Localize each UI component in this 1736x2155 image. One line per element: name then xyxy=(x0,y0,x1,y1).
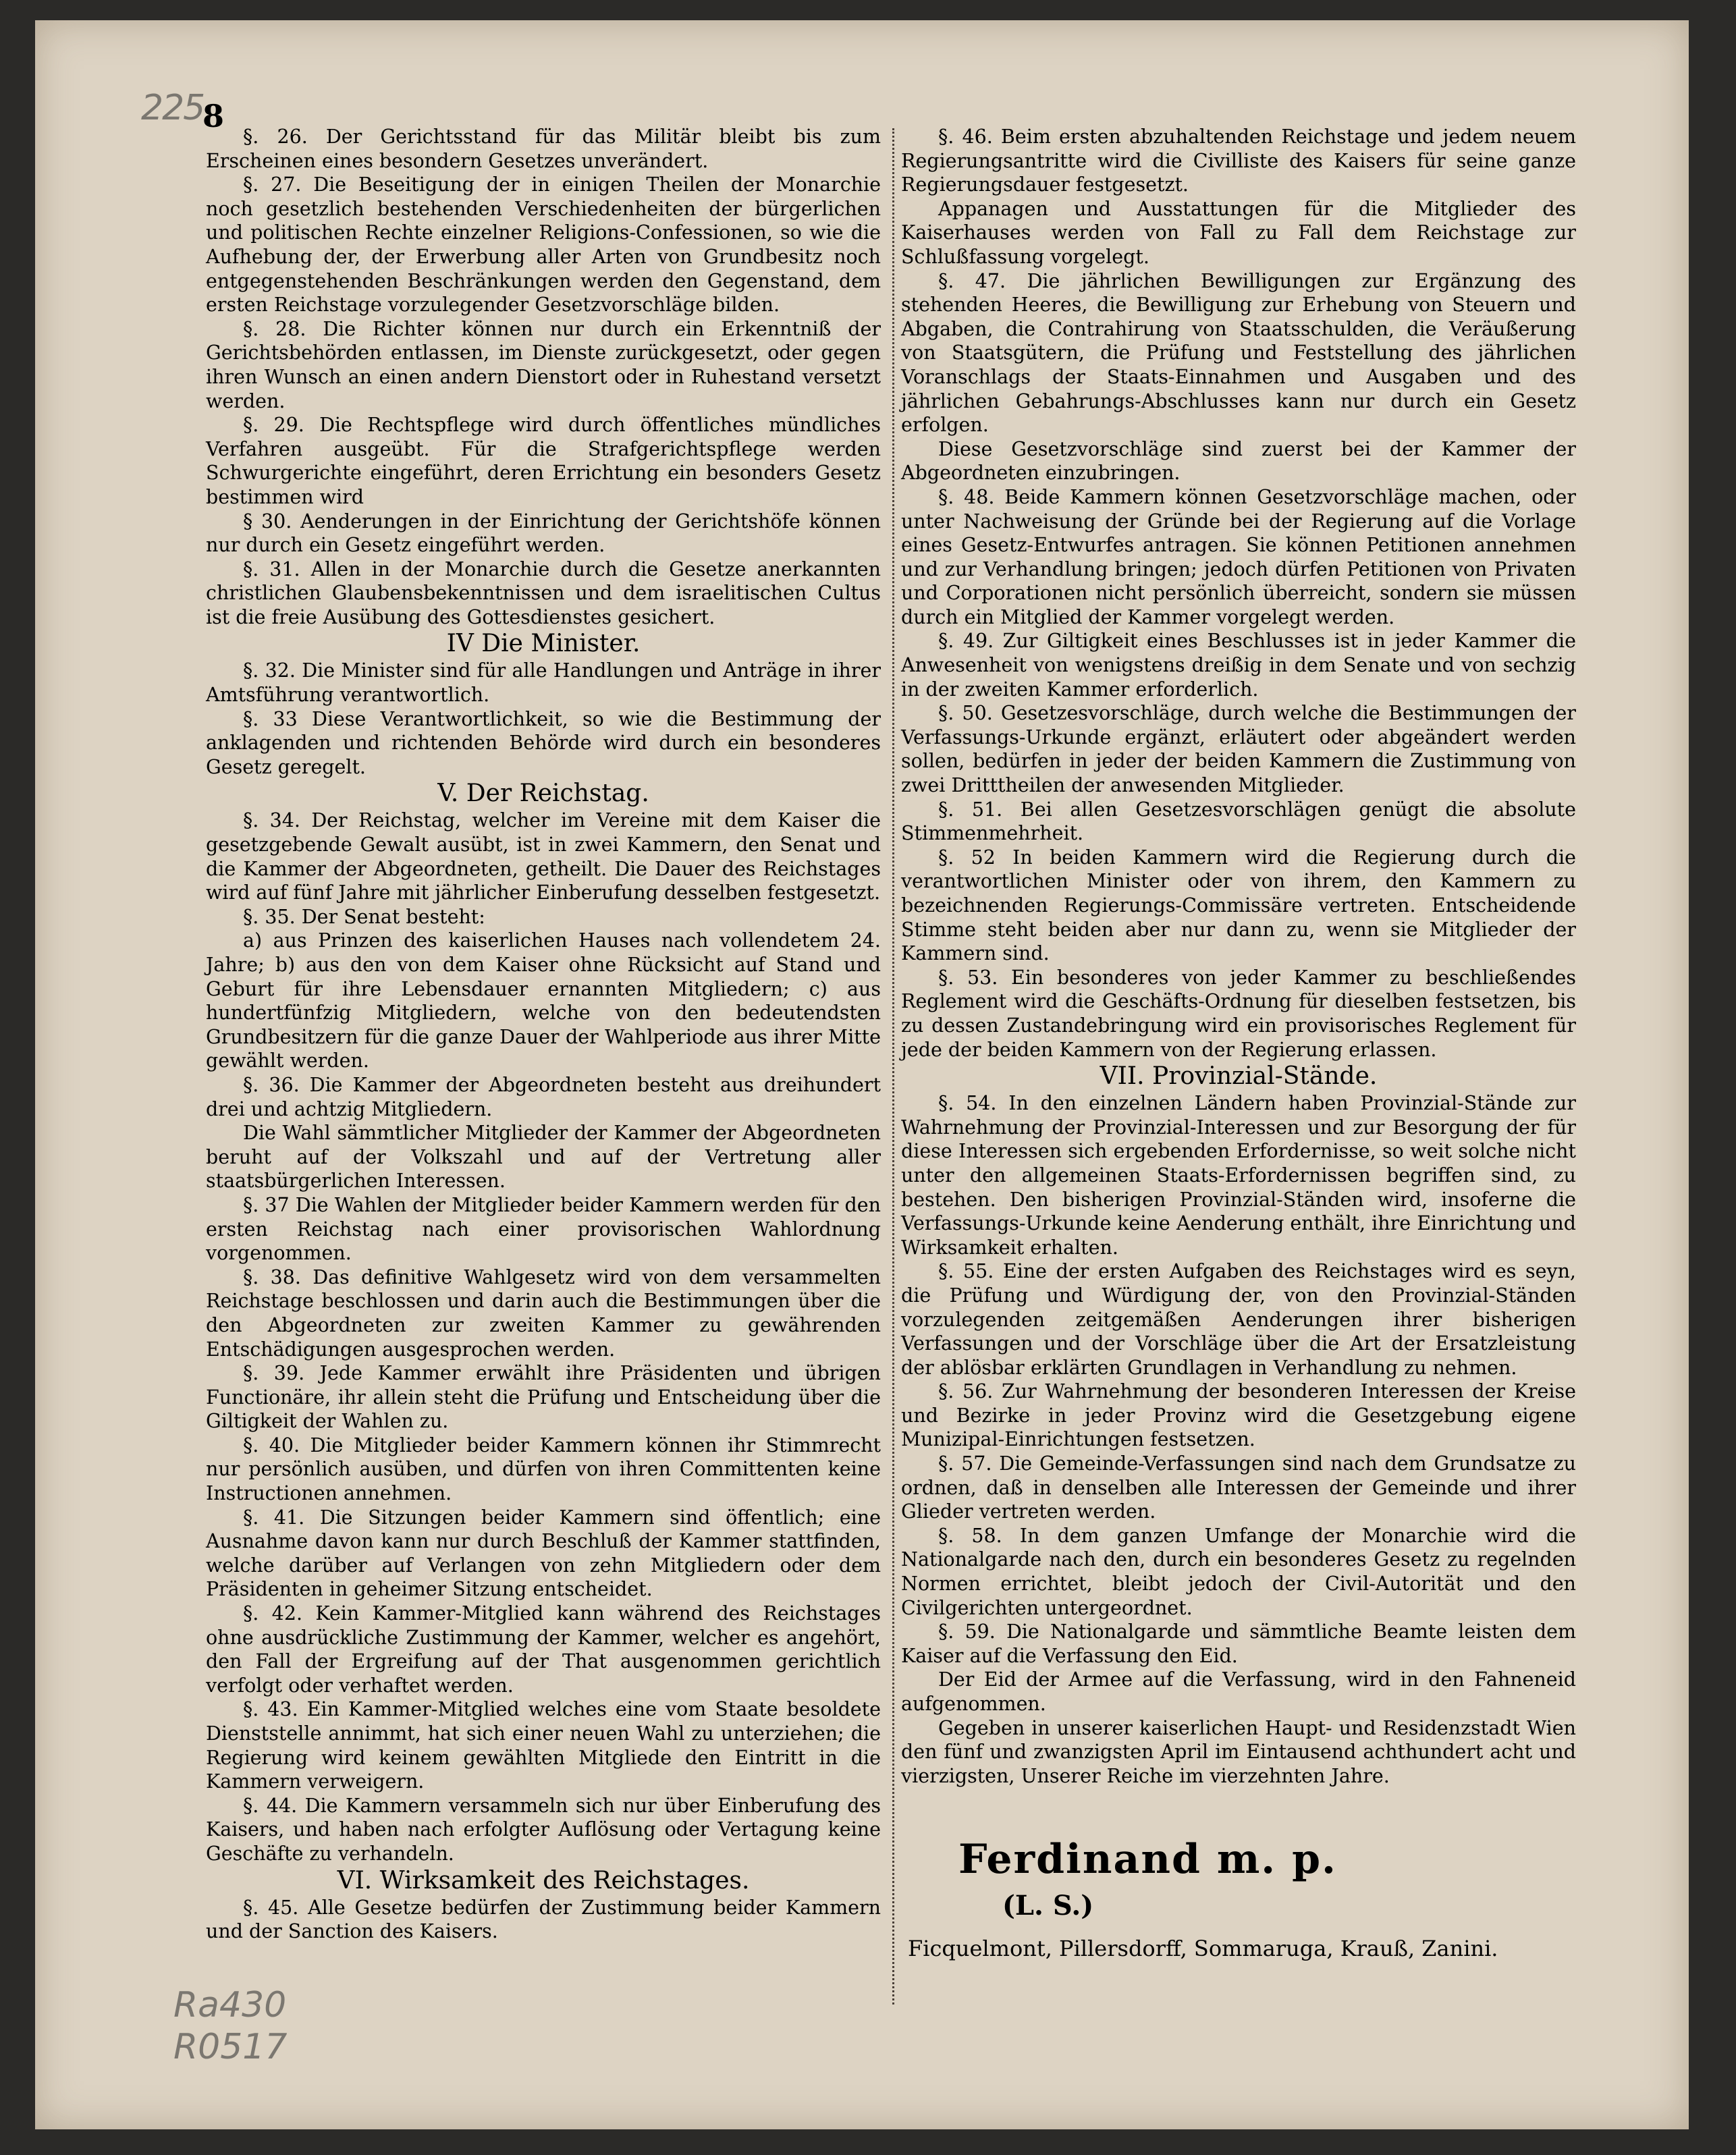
paragraph: §. 38. Das definitive Wahlgesetz wird von dem versammelten Reichstage beschlossen und darin auch die Bestimmungen über die den Abgeordneten zur zweiten Kammer zu gewährenden Entschädigungen ausgesprochen werden. xyxy=(206,1265,881,1361)
signature: Ferdinand m. p. xyxy=(958,1836,1337,1883)
pencil-shelfmark-line: Ra430 xyxy=(173,1985,287,2025)
pencil-shelfmark xyxy=(173,1984,287,2068)
paragraph: §. 39. Jede Kammer erwählt ihre Präsidenten und übrigen Functionäre, ihr allein steht die Prüfung und Entscheidung über die Giltigkeit der Wahlen zu. xyxy=(206,1362,881,1433)
paragraph: §. 40. Die Mitglieder beider Kammern können ihr Stimmrecht nur persönlich ausüben, und dürfen von ihren Committenten keine Instructionen annehmen. xyxy=(206,1434,881,1505)
paragraph: §. 43. Ein Kammer-Mitglied welches eine vom Staate besoldete Dienststelle annimmt, hat sich einer neuen Wahl zu unterziehen; die Regierung wird keinem gewählten Mitgliede den Eintritt in die Kammern verweigern. xyxy=(206,1698,881,1793)
paragraph: §. 31. Allen in der Monarchie durch die Gesetze anerkannten christlichen Glaubensbekenntnissen und dem israelitischen Cultus ist die freie Ausübung des Gottesdienstes gesichert. xyxy=(206,557,881,628)
paragraph: § 30. Aenderungen in der Einrichtung der Gerichtshöfe können nur durch ein Gesetz eingeführt werden. xyxy=(206,510,881,557)
minister-signatures: Ficquelmont, Pillersdorff, Sommaruga, Krauß, Zanini. xyxy=(908,1936,1498,1961)
section-heading: V. Der Reichstag. xyxy=(437,780,649,808)
paragraph: §. 46. Beim ersten abzuhaltenden Reichstage und jedem neuem Regierungsantritte wird die Civilliste des Kaisers für seine ganze Regierungsdauer festgesetzt. xyxy=(901,126,1576,196)
left-text-column xyxy=(206,125,881,1944)
paragraph: §. 37 Die Wahlen der Mitglieder beider Kammern werden für den ersten Reichstag nach einer provisorischen Wahlordnung vorgenommen. xyxy=(206,1193,881,1265)
paragraph: §. 44. Die Kammern versammeln sich nur über Einberufung des Kaisers, und haben nach erfolgter Auflösung oder Vertagung keine Geschäfte zu verhandeln. xyxy=(206,1794,881,1865)
paragraph: §. 48. Beide Kammern können Gesetzvorschläge machen, oder unter Nachweisung der Gründe bei der Regierung auf die Vorlage eines Gesetz-Entwurfes antragen. Sie können Petitionen annehmen und zur Verhandlung bringen; jedoch dürfen Petitionen von Privaten und Corporationen nicht persönlich überreicht, sondern sie müssen durch ein Mitglied der Kammer vorgelegt werden. xyxy=(901,485,1576,628)
paragraph: Die Wahl sämmtlicher Mitglieder der Kammer der Abgeordneten beruht auf der Volkszahl und auf der Vertretung aller staatsbürgerlichen Interessen. xyxy=(206,1122,881,1193)
paragraph: Der Eid der Armee auf die Verfassung, wird in den Fahneneid aufgenommen. xyxy=(901,1668,1576,1715)
paragraph: §. 27. Die Beseitigung der in einigen Theilen der Monarchie noch gesetzlich bestehenden Verschiedenheiten der bürgerlichen und politischen Rechte einzelner Religions-Confessionen, so wie die Aufhebung der, der Erwerbung aller Arten von Grundbesitz noch entgegenstehenden Beschränkungen werden den Gegenstand, dem ersten Reichstage vorzulegender Gesetzvorschläge bilden. xyxy=(206,173,881,317)
paragraph: §. 58. In dem ganzen Umfange der Monarchie wird die Nationalgarde nach den, durch ein besonderes Gesetz zu regelnden Normen errichtet, bleibt jedoch der Civil-Autorität und den Civilgerichten untergeordnet. xyxy=(901,1524,1576,1619)
paragraph: §. 45. Alle Gesetze bedürfen der Zustimmung beider Kammern und der Sanction des Kaisers. xyxy=(206,1896,881,1943)
section-heading: VI. Wirksamkeit des Reichstages. xyxy=(337,1866,750,1894)
paragraph: §. 51. Bei allen Gesetzesvorschlägen genügt die absolute Stimmenmehrheit. xyxy=(901,798,1576,845)
paragraph: §. 49. Zur Giltigkeit eines Beschlusses ist in jeder Kammer die Anwesenheit von wenigstens dreißig in dem Senate und von sechzig in der zweiten Kammer erforderlich. xyxy=(901,630,1576,701)
paragraph: Gegeben in unserer kaiserlichen Haupt- und Residenzstadt Wien den fünf und zwanzigsten April im Eintausend achthundert acht und vierzigsten, Unserer Reiche im vierzehnten Jahre. xyxy=(901,1716,1576,1787)
paragraph: §. 32. Die Minister sind für alle Handlungen und Anträge in ihrer Amtsführung verantwortlich. xyxy=(206,659,881,707)
section-heading: IV Die Minister. xyxy=(446,630,641,658)
paragraph: §. 26. Der Gerichtsstand für das Militär bleibt bis zum Erscheinen eines besondern Gesetzes unverändert. xyxy=(206,126,881,172)
paragraph: Appanagen und Ausstattungen für die Mitglieder des Kaiserhauses werden von Fall zu Fall dem Reichstage zur Schlußfassung vorgelegt. xyxy=(901,197,1576,268)
paragraph: §. 29. Die Rechtspflege wird durch öffentliches mündliches Verfahren ausgeübt. Für die Strafgerichtspflege werden Schwurgerichte eingeführt, deren Errichtung ein besonders Gesetz bestimmen wird xyxy=(206,414,881,508)
paragraph: §. 50. Gesetzesvorschläge, durch welche die Bestimmungen der Verfassungs-Urkunde ergänzt, erläutert oder abgeändert werden sollen, bedürfen in jeder der beiden Kammern die Zustimmung von zwei Dritttheilen der anwesenden Mitglieder. xyxy=(901,702,1576,797)
paragraph: a) aus Prinzen des kaiserlichen Hauses nach vollendetem 24. Jahre; b) aus den von dem Kaiser ohne Rücksicht auf Stand und Geburt für ihre Lebensdauer ernannten Mitgliedern; c) aus hundertfünfzig Mitgliedern, welche von den bedeutendsten Grundbesitzern für die ganze Dauer der Wahlperiode aus ihrer Mitte gewählt werden. xyxy=(206,929,881,1072)
paragraph: §. 59. Die Nationalgarde und sämmtliche Beamte leisten dem Kaiser auf die Verfassung den Eid. xyxy=(901,1620,1576,1667)
paragraph: §. 54. In den einzelnen Ländern haben Provinzial-Stände zur Wahrnehmung der Provinzial-Interessen und zur Besorgung der für diese Interessen sich ergebenden Erfordernisse, so weit solche nicht unter den allgemeinen Staats-Erfordernissen begriffen sind, zu bestehen. Den bisherigen Provinzial-Ständen wird, insoferne die Verfassungs-Urkunde keine Aenderung enthält, ihre Einrichtung und Wirksamkeit erhalten. xyxy=(901,1092,1576,1259)
paragraph: §. 34. Der Reichstag, welcher im Vereine mit dem Kaiser die gesetzgebende Gewalt ausübt, ist in zwei Kammern, den Senat und die Kammer der Abgeordneten, getheilt. Die Dauer des Reichstages wird auf fünf Jahre mit jährlicher Einberufung desselben festgesetzt. xyxy=(206,809,881,904)
paragraph: §. 47. Die jährlichen Bewilligungen zur Ergänzung des stehenden Heeres, die Bewilligung zur Erhebung von Steuern und Abgaben, die Contrahirung von Staatsschulden, die Veräußerung von Staatsgütern, die Prüfung und Feststellung des jährlichen Voranschlags der Staats-Einnahmen und Ausgaben und des jährlichen Gebahrungs-Abschlusses kann nur durch ein Gesetz erfolgen. xyxy=(901,269,1576,437)
column-divider xyxy=(892,128,894,2004)
paragraph: §. 33 Diese Verantwortlichkeit, so wie die Bestimmung der anklagenden und richtenden Behörde wird durch ein besonderes Gesetz geregelt. xyxy=(206,707,881,778)
paragraph: §. 28. Die Richter können nur durch ein Erkenntniß der Gerichtsbehörden entlassen, im Dienste zurückgesetzt, oder gegen ihren Wunsch an einen andern Dienstort oder in Ruhestand versetzt werden. xyxy=(206,317,881,412)
paragraph: §. 53. Ein besonderes von jeder Kammer zu beschließendes Reglement wird die Geschäfts-Ordnung für dieselben festsetzen, bis zu dessen Zustandebringung wird ein provisorisches Reglement für jede der beiden Kammern von der Regierung erlassen. xyxy=(901,966,1576,1061)
page-number: 8 xyxy=(202,98,225,134)
paragraph: §. 56. Zur Wahrnehmung der besonderen Interessen der Kreise und Bezirke in jeder Provinz wird die Gesetzgebung eigene Munizipal-Einrichtungen festsetzen. xyxy=(901,1380,1576,1451)
pencil-archive-number: 225 xyxy=(141,88,205,128)
paragraph: §. 42. Kein Kammer-Mitglied kann während des Reichstages ohne ausdrückliche Zustimmung der Kammer, welcher es angehört, den Fall der Ergreifung auf der That ausgenommen gerichtlich verfolgt oder verhaftet werden. xyxy=(206,1602,881,1697)
section-heading: VII. Provinzial-Stände. xyxy=(1100,1062,1378,1091)
paragraph: §. 41. Die Sitzungen beider Kammern sind öffentlich; eine Ausnahme davon kann nur durch Beschluß der Kammer stattfinden, welche darüber auf Verlangen von zehn Mitgliedern oder dem Präsidenten in geheimer Sitzung entscheidet. xyxy=(206,1506,881,1601)
right-text-column xyxy=(901,125,1576,1788)
paragraph: §. 55. Eine der ersten Aufgaben des Reichstages wird es seyn, die Prüfung und Würdigung der, von den Provinzial-Ständen vorzulegenden zeitgemäßen Aenderungen ihrer bisherigen Verfassungen und der Vorschläge über die Art der Ersatzleistung der ablösbar erklärten Grundlagen in Verhandlung zu nehmen. xyxy=(901,1260,1576,1379)
pencil-shelfmark-line: R0517 xyxy=(173,2027,288,2067)
seal-mark: (L. S.) xyxy=(1002,1890,1094,1921)
paragraph: §. 35. Der Senat besteht: xyxy=(243,905,485,928)
paragraph: §. 36. Die Kammer der Abgeordneten besteht aus dreihundert drei und achtzig Mitgliedern. xyxy=(206,1073,881,1120)
paragraph: §. 52 In beiden Kammern wird die Regierung durch die verantwortlichen Minister oder von ihrem, den Kammern zu bezeichnenden Regierungs-Commissäre vertreten. Entscheidende Stimme steht beiden aber nur dann zu, wenn sie Mitglieder der Kammern sind. xyxy=(901,846,1576,965)
paragraph: §. 57. Die Gemeinde-Verfassungen sind nach dem Grundsatze zu ordnen, daß in denselben alle Interessen der Gemeinde und ihrer Glieder vertreten werden. xyxy=(901,1452,1576,1523)
paragraph: Diese Gesetzvorschläge sind zuerst bei der Kammer der Abgeordneten einzubringen. xyxy=(901,437,1576,485)
